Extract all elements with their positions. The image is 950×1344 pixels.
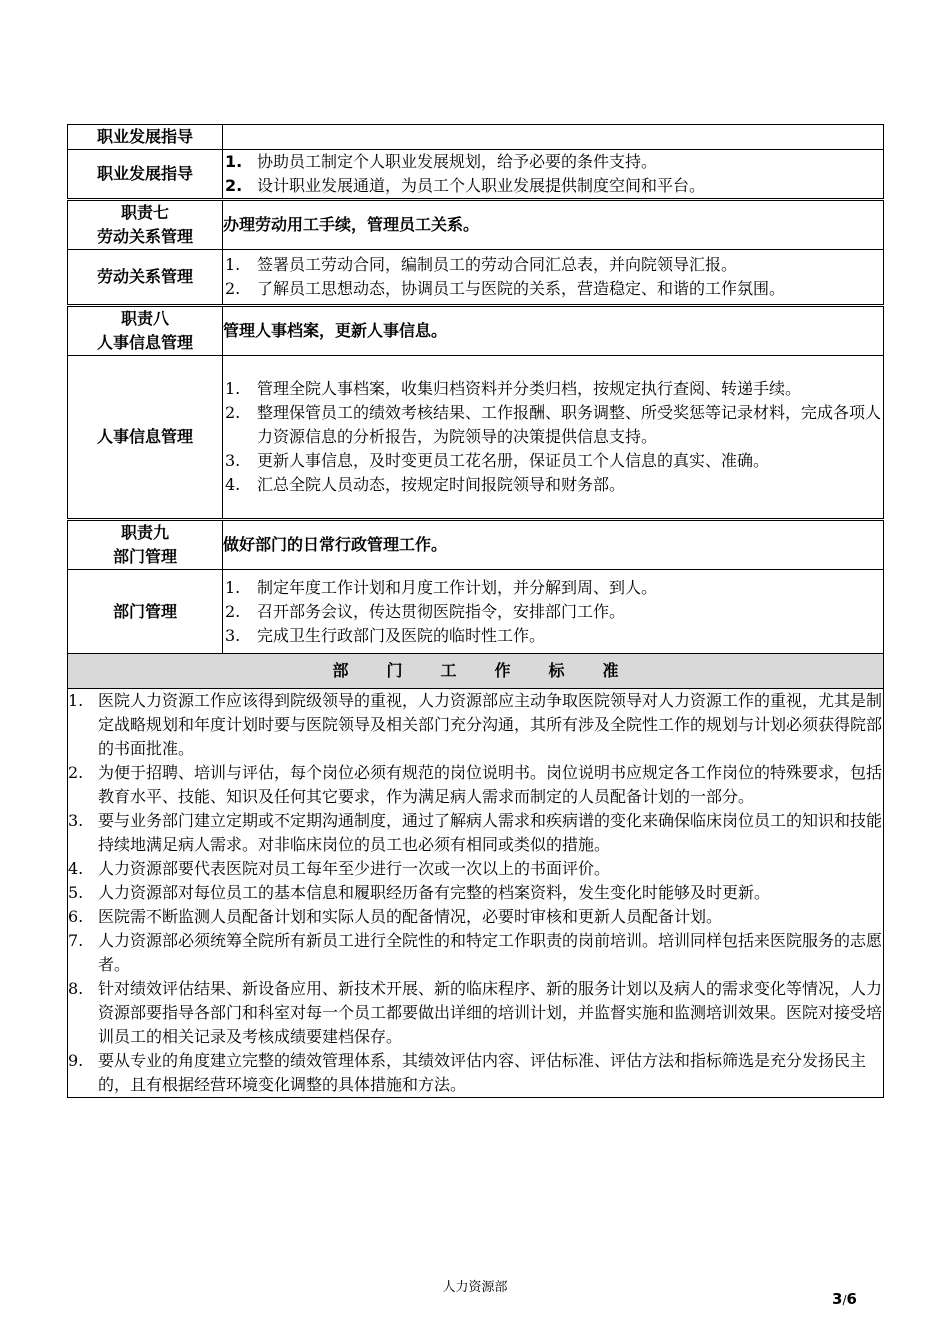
duty-title: 劳动关系管理	[96, 227, 193, 246]
duty-number: 职责九	[120, 523, 169, 542]
standards-title	[68, 654, 884, 689]
duty-table	[67, 124, 884, 1098]
page-total: 6	[846, 1290, 857, 1308]
section-detail-content	[223, 356, 884, 520]
standard-item-text: 医院人力资源工作应该得到院级领导的重视，人力资源部应主动争取医院领导对人力资源工作的重视，尤其是制定战略规划和年度计划时要与医院领导及相关部门充分沟通，其所有涉及全院性工作的规划与计划必须获得院部的书面批准。	[98, 691, 883, 758]
section-detail-content	[223, 250, 884, 306]
duty-item-number: 3.	[225, 451, 241, 470]
standard-item-text: 人力资源部必须统筹全院所有新员工进行全院性的和特定工作职责的岗前培训。培训同样包括来医院服务的志愿者。	[98, 931, 883, 974]
duty-item-number: 2.	[225, 279, 241, 298]
duty-item-text: 汇总全院人员动态，按规定时间报院领导和财务部。	[257, 475, 626, 494]
duty-item-text: 设计职业发展通道，为员工个人职业发展提供制度空间和平台。	[257, 176, 706, 195]
duty-item	[223, 576, 883, 600]
standard-item-number: 1.	[68, 691, 84, 710]
standard-item-number: 8.	[68, 979, 84, 998]
section-header-row	[68, 306, 884, 356]
standard-item-text: 要与业务部门建立定期或不定期沟通制度，通过了解病人需求和疾病谱的变化来确保临床岗位员工的知识和技能持续地满足病人需求。对非临床岗位的员工也必须有相同或类似的措施。	[98, 811, 883, 854]
section-detail-row	[68, 570, 884, 654]
duty-item-text: 协助员工制定个人职业发展规划，给予必要的条件支持。	[257, 152, 658, 171]
standard-item-number: 9.	[68, 1051, 84, 1070]
duty-item-text: 整理保管员工的绩效考核结果、工作报酬、职务调整、所受奖惩等记录材料，完成各项人力资源信息的分析报告，为院领导的决策提供信息支持。	[257, 403, 882, 446]
duty-item-text: 管理全院人事档案，收集归档资料并分类归档，按规定执行查阅、转递手续。	[257, 379, 802, 398]
section-detail-row	[68, 150, 884, 200]
duty-item-text: 签署员工劳动合同，编制员工的劳动合同汇总表，并向院领导汇报。	[257, 255, 738, 274]
standard-item-text: 为便于招聘、培训与评估，每个岗位必须有规范的岗位说明书。岗位说明书应规定各工作岗位的特殊要求，包括教育水平、技能、知识及任何其它要求，作为满足病人需求而制定的人员配备计划的一部分。	[98, 763, 883, 806]
section-header-label-text: 职业发展指导	[96, 127, 193, 146]
duty-item-number: 1.	[225, 379, 241, 398]
duty-item	[223, 600, 883, 624]
duty-item-text: 完成卫生行政部门及医院的临时性工作。	[257, 625, 546, 645]
duty-item	[223, 277, 883, 301]
duty-item	[223, 449, 883, 473]
standards-title-char: 作	[494, 661, 511, 680]
standard-item-number: 6.	[68, 907, 84, 926]
standard-item-text: 针对绩效评估结果、新设备应用、新技术开展、新的临床程序、新的服务计划以及病人的需求变化等情况，人力资源部要指导各部门和科室对每一个员工都要做出详细的培训计划，并监督实施和监测培训效果。医院对接受培训员工的相关记录及考核成绩要建档保存。	[98, 979, 883, 1046]
section-header-label	[68, 306, 223, 356]
standards-list	[68, 689, 883, 1097]
duty-item-list	[223, 253, 883, 301]
standard-item-number: 4.	[68, 859, 84, 878]
section-detail-content	[223, 570, 884, 654]
standard-item	[68, 929, 883, 977]
duty-item	[223, 253, 883, 277]
duty-item-text: 制定年度工作计划和月度工作计划，并分解到周、到人。	[257, 577, 658, 597]
section-header-summary: 办理劳动用工手续，管理员工关系。	[223, 200, 884, 250]
section-header-label	[68, 520, 223, 570]
duty-item-list	[223, 150, 883, 198]
section-detail-row	[68, 250, 884, 306]
standard-item	[68, 761, 883, 809]
standards-title-char: 工	[440, 661, 457, 680]
standard-item	[68, 977, 883, 1049]
standards-title-char: 部	[332, 661, 349, 680]
page-current: 3	[832, 1290, 843, 1308]
section-detail-label: 部门管理	[68, 570, 223, 654]
duty-item-number: 2.	[225, 176, 243, 195]
standard-item-text: 人力资源部要代表医院对员工每年至少进行一次或一次以上的书面评价。	[98, 859, 611, 878]
section-detail-label: 劳动关系管理	[68, 250, 223, 306]
standard-item-number: 2.	[68, 763, 84, 782]
standard-item-text: 人力资源部对每位员工的基本信息和履职经历备有完整的档案资料，发生变化时能够及时更新。	[98, 883, 771, 902]
section-detail-row	[68, 356, 884, 520]
standard-item	[68, 881, 883, 905]
standard-item-number: 5.	[68, 883, 84, 902]
page-number	[832, 1290, 857, 1308]
section-header-label	[68, 200, 223, 250]
section-header-summary: 管理人事档案，更新人事信息。	[223, 306, 884, 356]
duty-item	[223, 174, 883, 198]
standard-item-number: 7.	[68, 931, 84, 950]
duty-number: 职责七	[120, 203, 169, 222]
section-header-summary	[223, 125, 884, 150]
standard-item-text: 医院需不断监测人员配备计划和实际人员的配备情况，必要时审核和更新人员配备计划。	[98, 907, 723, 926]
duty-item-text: 召开部务会议，传达贯彻医院指令，安排部门工作。	[257, 601, 626, 621]
document-page	[67, 124, 884, 1098]
section-header-row	[68, 520, 884, 570]
duty-item	[223, 150, 883, 174]
standards-title-char: 准	[602, 661, 619, 680]
footer-department: 人力资源部	[442, 1280, 508, 1295]
duty-item-list	[223, 576, 883, 648]
standards-row	[68, 689, 884, 1098]
duty-item-number: 1.	[225, 255, 241, 274]
duty-item-number: 1.	[225, 577, 241, 597]
standards-title-char: 标	[548, 661, 565, 680]
standard-item-number: 3.	[68, 811, 84, 830]
duty-item	[223, 377, 883, 401]
standards-title-row	[68, 654, 884, 689]
duty-item-text: 更新人事信息，及时变更员工花名册，保证员工个人信息的真实、准确。	[257, 451, 770, 470]
standard-item	[68, 905, 883, 929]
section-header-summary: 做好部门的日常行政管理工作。	[223, 520, 884, 570]
duty-item-number: 2.	[225, 601, 241, 621]
section-header-row	[68, 125, 884, 150]
section-header-label	[68, 125, 223, 150]
standard-item	[68, 689, 883, 761]
duty-item-number: 1.	[225, 152, 243, 171]
standard-item	[68, 857, 883, 881]
section-detail-label: 职业发展指导	[68, 150, 223, 200]
standards-title-char: 门	[386, 661, 403, 680]
section-header-row	[68, 200, 884, 250]
duty-item	[223, 473, 883, 497]
page-separator: /	[842, 1293, 847, 1307]
duty-item-text: 了解员工思想动态，协调员工与医院的关系，营造稳定、和谐的工作氛围。	[257, 279, 786, 298]
standard-item	[68, 809, 883, 857]
duty-item-list	[223, 377, 883, 497]
section-detail-label: 人事信息管理	[68, 356, 223, 520]
duty-title: 人事信息管理	[96, 333, 193, 352]
duty-item	[223, 624, 883, 648]
duty-item-number: 2.	[225, 403, 241, 422]
section-detail-content	[223, 150, 884, 200]
standards-cell	[68, 689, 884, 1098]
standard-item	[68, 1049, 883, 1097]
duty-item	[223, 401, 883, 449]
duty-number: 职责八	[120, 309, 169, 328]
duty-item-number: 3.	[225, 625, 241, 645]
standard-item-text: 要从专业的角度建立完整的绩效管理体系，其绩效评估内容、评估标准、评估方法和指标筛选是充分发扬民主的，且有根据经营环境变化调整的具体措施和方法。	[98, 1051, 867, 1094]
duty-item-number: 4.	[225, 475, 241, 494]
duty-title: 部门管理	[112, 547, 177, 566]
